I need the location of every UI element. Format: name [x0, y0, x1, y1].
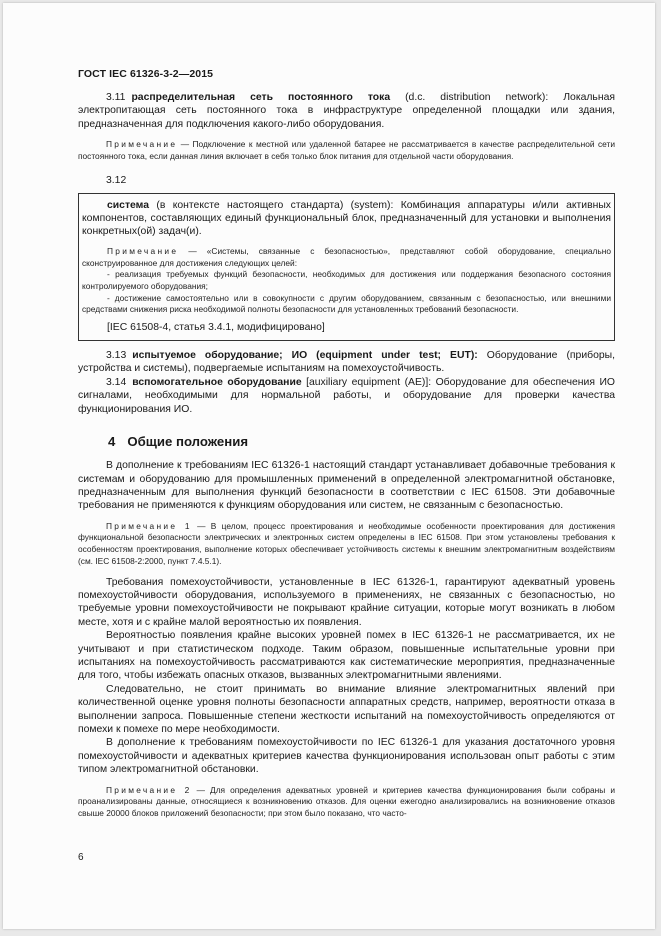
- clause-3-12-number: 3.12: [106, 174, 127, 186]
- clause-number: 3.13: [106, 350, 127, 362]
- section-4-paragraph-5: В дополнение к требованиям помехоустойчивости по IEC 61326-1 для указания достаточного уровня помехоустойчивости и адекватных критериев качества функционирования использован опыт работы с этим типом электромагнитной обстановки.: [78, 737, 615, 776]
- note-text: — В целом, процесс проектирования и необходимые особенности проектирования для достижения функциональной безопасности электрических и электронных систем определены в IEC 61508. При этом установлены требования к особенностям проектирования, выполнение которых обеспечивает устойчивость системы к внешним электромагнитным воздействиям (см. IEC 61508-2:2000, пункт 7.4.5.1).: [78, 520, 615, 566]
- clause-3-13: [78, 349, 615, 376]
- section-4-note-2: [78, 785, 615, 820]
- section-number: 4: [108, 434, 116, 450]
- clause-term: распределительная сеть постоянного тока: [131, 92, 391, 103]
- clause-3-12-box: [78, 193, 615, 341]
- document-code-header: ГОСТ IEC 61326-3-2—2015: [78, 68, 214, 80]
- clause-text: Оборудование (приборы, устройства и системы), подвергаемые испытаниям на помехоустойчивость.: [78, 350, 615, 375]
- clause-3-14: [78, 376, 615, 416]
- note-text: — Подключение к местной или удаленной батарее не рассматривается в качестве распределительной сети постоянного тока, если данная линия включает в себя только блок питания для отдельной части оборудования.: [78, 139, 615, 161]
- clause-term: испытуемое оборудование; ИО (equipment under test; EUT):: [132, 350, 478, 362]
- clause-3-11: [78, 91, 615, 131]
- note-label: Примечание 2: [106, 784, 192, 795]
- clause-term: система: [107, 199, 150, 211]
- section-4-paragraph-2: Требования помехоустойчивости, установленные в IEC 61326-1, гарантируют адекватный уровень помехоустойчивости оборудования, используемого в применениях, не связанных с безопасностью, но требуемые уровни помехоустойчивости не покрывают крайние ситуации, которые могут возникать в любом месте, хотя и с крайне малой вероятностью их появления.: [78, 576, 615, 628]
- note-3-12: [82, 246, 611, 269]
- page-number: 6: [78, 852, 84, 863]
- note-dash-item-1: - реализация требуемых функций безопасности, необходимых для достижения или поддержания безопасного состояния контролируемого оборудования;: [82, 269, 611, 291]
- clause-3-12-definition: [82, 199, 611, 239]
- note-dash-item-2: - достижение самостоятельно или в совокупности с другим оборудованием, связанным с безопасностью, или внешними средствами снижения риска необходимой полноты безопасности для установленных требований безопасности.: [82, 292, 611, 315]
- section-4-note-1: [78, 521, 615, 568]
- page-content: [78, 91, 615, 820]
- clause-text: (в контексте настоящего стандарта) (system): Комбинация аппаратуры и/или активных компонентов, составляющих единый функциональный блок, предназначенный для установки и выполнения конкретных(ой) задач(и).: [82, 199, 611, 238]
- section-4-heading: [108, 434, 615, 449]
- note-label: Примечание: [106, 139, 178, 150]
- note-text: — «Системы, связанные с безопасностью», представляют собой оборудование, специально сконструированное для достижения следующих целей:: [82, 245, 611, 268]
- section-4-paragraph-1: В дополнение к требованиям IEC 61326-1 настоящий стандарт устанавливает добавочные требования к системам и оборудованию для промышленных применений в определенной электромагнитной обстановке, предназначенным для выполнения функций безопасности в соответствии с IEC 61508. Эти добавочные требования не применяются к функциям оборудования или систем, не связанным с безопасностью.: [78, 460, 615, 512]
- clause-term: вспомогательное оборудование: [132, 376, 302, 388]
- note-text: — Для определения адекватных уровней и критериев качества функционирования были собраны и проанализированы данные, относящиеся к возникновению отказов. Для оценки ежегодно анализировались на возникновение отказов свыше 20000 блоков приложений безопасности; при этом было показано, что часто-: [78, 784, 615, 819]
- section-4-paragraph-4: Следовательно, не стоит принимать во внимание влияние электромагнитных явлений при количественной оценке уровня полноты безопасности аппаратных средств, например, вероятности отказа в выполнении запроса. Повышенные степени жесткости испытаний на помехоустойчивость определяются от помехи к помехе по мере необходимости.: [78, 683, 615, 735]
- section-title: Общие положения: [127, 434, 249, 450]
- source-reference: [IEC 61508-4, статья 3.4.1, модифицировано]: [107, 322, 325, 334]
- clause-text: [auxiliary equipment (AE)]: Оборудование для обеспечения ИО сигналами, необходимыми для нормальной работы, и оборудование для проверки качества функционирования ИО.: [78, 376, 615, 415]
- section-4-paragraph-3: Вероятностью появления крайне высоких уровней помех в IEC 61326-1 не рассматривается, их не учитывают и при статистическом подходе. Таким образом, повышенные испытательные уровни при испытаниях на помехоустойчивость рассматриваются как систематические мероприятия, предназначенные для того, чтобы избежать опасных отказов, вызванных электромагнитными явлениями.: [78, 630, 615, 682]
- document-page: [3, 3, 655, 929]
- clause-number: 3.14: [106, 376, 127, 388]
- note-label: Примечание: [107, 245, 179, 256]
- note-label: Примечание 1: [106, 520, 192, 531]
- clause-number: 3.11: [106, 92, 126, 103]
- clause-text: (d.c. distribution network): Локальная электропитающая сеть постоянного тока в инфраструктуре определенной площадки или здания, предназначенная для подключения какого-либо оборудования.: [78, 92, 615, 130]
- note-3-11: [78, 139, 615, 162]
